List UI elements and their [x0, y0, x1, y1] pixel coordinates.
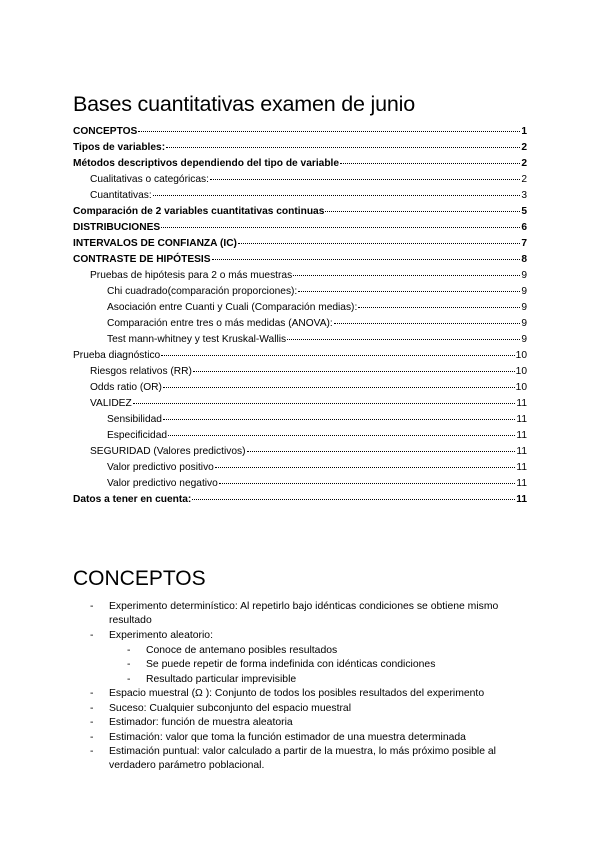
toc-page-number: 9 — [521, 270, 527, 281]
toc-entry-text: Test mann-whitney y test Kruskal-Wallis — [107, 334, 287, 345]
list-item-text: Suceso: Cualquier subconjunto del espacio muestral — [109, 702, 352, 714]
toc-leader — [166, 147, 520, 148]
toc-page-number: 5 — [521, 206, 527, 217]
list-item-text: Espacio muestral (Ω ): Conjunto de todos los posibles resultados del experimento — [109, 688, 485, 699]
toc-leader — [219, 483, 516, 484]
list-item — [127, 658, 527, 672]
toc-entry-text: CONCEPTOS — [73, 126, 138, 137]
toc-page-number: 9 — [521, 318, 527, 329]
toc-entry-text: Especificidad — [107, 430, 168, 441]
toc-entry-text: Sensibilidad — [107, 414, 162, 425]
list-item-text: Resultado particular imprevisible — [146, 673, 297, 685]
toc-page-number: 2 — [521, 142, 527, 153]
list-item-text: Experimento determinístico: Al repetirlo bajo idénticas condiciones se obtiene mismo resultado — [109, 601, 499, 627]
list-item — [127, 644, 527, 658]
bullet-dash: - — [90, 717, 94, 728]
toc-entry[interactable] — [90, 268, 527, 284]
toc-entry[interactable] — [107, 460, 527, 476]
toc-leader — [133, 403, 516, 404]
toc-leader — [215, 467, 516, 468]
toc-page-number: 10 — [515, 366, 527, 377]
document-title: Bases cuantitativas examen de junio — [73, 92, 415, 116]
toc-entry-text: Riesgos relativos (RR) — [90, 366, 192, 377]
toc-entry[interactable] — [73, 492, 527, 508]
toc-leader — [163, 419, 515, 420]
toc-entry[interactable] — [90, 380, 527, 396]
list-item — [90, 716, 530, 730]
toc-leader — [193, 371, 515, 372]
toc-entry[interactable] — [90, 364, 527, 380]
list-item — [90, 687, 530, 701]
toc-entry-text: Valor predictivo positivo — [107, 462, 214, 473]
list-item — [90, 702, 530, 716]
bullet-dash: - — [127, 644, 131, 656]
toc-page-number: 3 — [521, 190, 527, 201]
toc-entry[interactable] — [73, 348, 527, 364]
toc-leader — [153, 195, 521, 196]
list-item-text: Se puede repetir de forma indefinida con idénticas condiciones — [146, 659, 436, 670]
toc-entry[interactable] — [73, 204, 527, 220]
toc-leader — [340, 163, 520, 164]
toc-entry[interactable] — [73, 252, 527, 268]
toc-leader — [358, 307, 520, 308]
bullet-dash: - — [90, 688, 94, 699]
toc-entry[interactable] — [107, 316, 527, 332]
toc-page-number: 9 — [521, 334, 527, 345]
toc-entry-text: Tipos de variables: — [73, 142, 166, 153]
list-item — [90, 600, 530, 629]
toc-leader — [192, 499, 515, 500]
list-item-text: Estimador: función de muestra aleatoria — [109, 717, 293, 728]
toc-entry[interactable] — [107, 300, 527, 316]
toc-page-number: 11 — [516, 478, 527, 489]
toc-leader — [210, 179, 520, 180]
toc-entry[interactable] — [90, 444, 527, 460]
toc-leader — [238, 243, 520, 244]
bullet-dash: - — [90, 702, 94, 714]
toc-page-number: 1 — [521, 126, 527, 137]
bullet-dash: - — [127, 673, 131, 685]
toc-leader — [287, 339, 520, 340]
list-item — [90, 731, 530, 745]
toc-page-number: 10 — [515, 350, 527, 361]
list-item — [90, 629, 530, 643]
list-item — [127, 673, 527, 687]
toc-entry[interactable] — [107, 284, 527, 300]
toc-entry[interactable] — [90, 172, 527, 188]
bullet-dash: - — [90, 630, 94, 641]
toc-leader — [293, 275, 520, 276]
toc-entry-text: Comparación de 2 variables cuantitativas continuas — [73, 206, 325, 217]
toc-page-number: 11 — [516, 494, 527, 505]
toc-entry-text: VALIDEZ — [90, 398, 132, 409]
toc-leader — [334, 323, 521, 324]
toc-entry[interactable] — [73, 220, 527, 236]
list-item-text: Experimento aleatorio: — [109, 630, 213, 641]
toc-leader — [161, 355, 514, 356]
list-item-text: Estimación puntual: valor calculado a partir de la muestra, lo más próximo posible al verdadero parámetro poblacional. — [109, 746, 496, 772]
toc-leader — [298, 291, 520, 292]
toc-entry[interactable] — [73, 236, 527, 252]
toc-entry[interactable] — [107, 476, 527, 492]
bullet-dash: - — [90, 746, 94, 757]
toc-page-number: 2 — [521, 158, 527, 169]
toc-leader — [212, 259, 521, 260]
toc-entry-text: Datos a tener en cuenta: — [73, 494, 192, 505]
toc-leader — [138, 131, 520, 132]
bullet-dash: - — [127, 659, 131, 670]
toc-entry-text: Pruebas de hipótesis para 2 o más muestras — [90, 270, 293, 281]
toc-entry[interactable] — [107, 412, 527, 428]
toc-leader — [168, 435, 515, 436]
toc-leader — [163, 387, 515, 388]
toc-entry-text: Chi cuadrado(comparación proporciones): — [107, 286, 298, 297]
toc-page-number: 9 — [521, 302, 527, 313]
toc-page-number: 11 — [516, 398, 527, 409]
toc-leader — [325, 211, 520, 212]
toc-entry-text: Cuantitativas: — [90, 190, 152, 201]
toc-entry[interactable] — [90, 188, 527, 204]
toc-entry[interactable] — [73, 156, 527, 172]
toc-entry[interactable] — [73, 140, 527, 156]
toc-entry-text: Odds ratio (OR) — [90, 382, 162, 393]
toc-entry[interactable] — [107, 332, 527, 348]
toc-page-number: 10 — [515, 382, 527, 393]
toc-page-number: 9 — [521, 286, 527, 297]
list-item — [90, 745, 530, 774]
toc-page-number: 11 — [516, 462, 527, 473]
toc-entry-text: SEGURIDAD (Valores predictivos) — [90, 446, 246, 457]
toc-entry[interactable] — [90, 396, 527, 412]
toc-entry-text: INTERVALOS DE CONFIANZA (IC) — [73, 238, 237, 249]
toc-page-number: 11 — [516, 414, 527, 425]
toc-entry-text: Valor predictivo negativo — [107, 478, 218, 489]
toc-entry-text: DISTRIBUCIONES — [73, 222, 161, 233]
toc-entry-text: Prueba diagnóstico — [73, 350, 161, 361]
toc-entry-text: Métodos descriptivos dependiendo del tipo de variable — [73, 158, 340, 169]
toc-entry-text: Cualitativas o categóricas: — [90, 174, 209, 185]
toc-page-number: 11 — [516, 430, 527, 441]
toc-leader — [247, 451, 516, 452]
section-heading: CONCEPTOS — [73, 567, 206, 590]
toc-page-number: 6 — [521, 222, 527, 233]
toc-entry-text: CONTRASTE DE HIPÓTESIS — [73, 254, 211, 265]
list-item-text: Estimación: valor que toma la función estimador de una muestra determinada — [109, 731, 466, 743]
toc-page-number: 7 — [521, 238, 527, 249]
bullet-dash: - — [90, 731, 94, 743]
toc-leader — [161, 227, 520, 228]
toc-entry[interactable] — [73, 124, 527, 140]
toc-entry[interactable] — [107, 428, 527, 444]
bullet-dash: - — [90, 601, 94, 612]
toc-page-number: 2 — [521, 174, 527, 185]
list-item-text: Conoce de antemano posibles resultados — [146, 644, 338, 656]
toc-page-number: 11 — [516, 446, 527, 457]
toc-entry-text: Comparación entre tres o más medidas (ANOVA): — [107, 318, 333, 329]
toc-entry-text: Asociación entre Cuanti y Cuali (Comparación medias): — [107, 302, 358, 313]
toc-page-number: 8 — [521, 254, 527, 265]
